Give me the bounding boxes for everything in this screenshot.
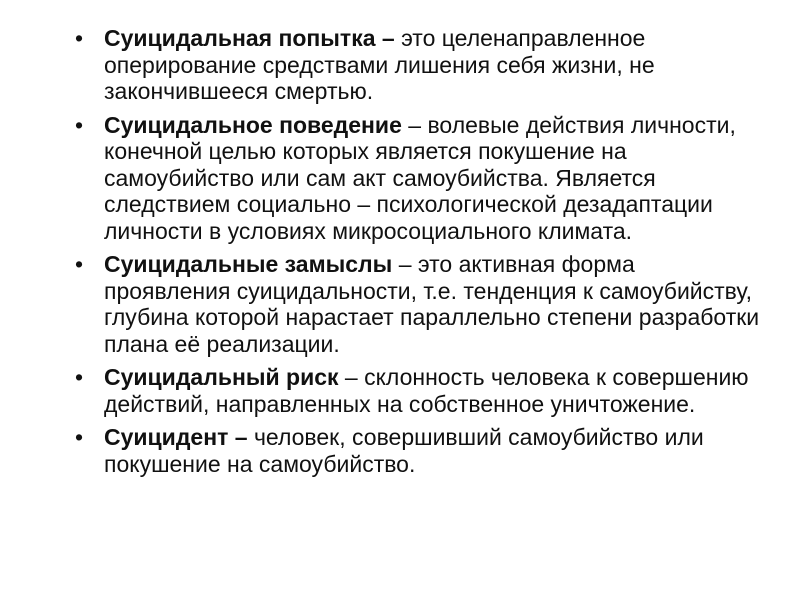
list-item-suicidal-risk (75, 364, 765, 417)
definition-suicidal-behavior: – волевые действия личности, конечной целью которых является покушение на самоубийство или сам акт самоубийства. Является следствием социально – психологической дезадаптации личности в условиях микросоциального климата. (104, 111, 736, 244)
list-item-suicide-attempt (75, 25, 765, 105)
term-suicident: Суицидент – (104, 424, 248, 450)
definition-list (75, 25, 765, 484)
bullet-icon: • (75, 111, 84, 138)
list-item-suicidal-intentions (75, 251, 765, 357)
definition-suicidal-risk: – склонность человека к совершению действий, направленных на собственное уничтожение. (104, 364, 749, 417)
term-suicidal-intentions: Суицидальные замыслы (104, 251, 393, 277)
list-item-suicidal-behavior (75, 112, 765, 245)
definition-suicide-attempt: это целенаправленное оперирование средствами лишения себя жизни, не закончившееся смертью. (104, 25, 655, 104)
bullet-icon: • (75, 25, 84, 51)
bullet-icon: • (75, 364, 84, 390)
list-item-suicident (75, 424, 765, 477)
term-suicidal-behavior: Суицидальное поведение (104, 111, 402, 138)
term-suicidal-risk: Суицидальный риск (104, 364, 339, 390)
bullet-icon: • (75, 424, 84, 450)
definition-suicident: человек, совершивший самоубийство или покушение на самоубийство. (104, 424, 704, 477)
bullet-icon: • (75, 251, 84, 277)
definition-suicidal-intentions: – это активная форма проявления суицидальности, т.е. тенденция к самоубийству, глубина которой нарастает параллельно степени разработки плана её реализации. (104, 251, 760, 357)
term-suicide-attempt: Суицидальная попытка – (104, 25, 395, 51)
